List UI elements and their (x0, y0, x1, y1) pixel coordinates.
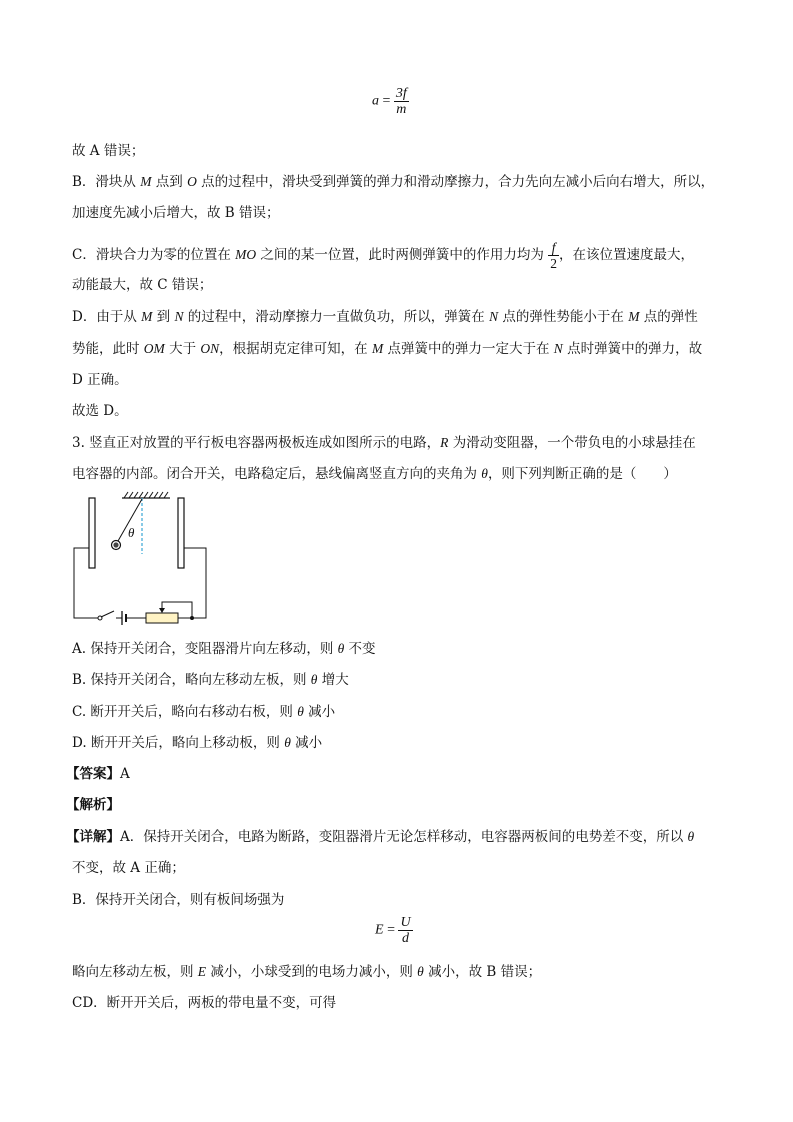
text-line: C．滑块合力为零的位置在 MO 之间的某一位置，此时两侧弹簧中的作用力均为 $\frac{f}{2}$ ，在该位置速度最大， (72, 240, 694, 271)
theta-label: θ (128, 525, 135, 540)
option-c: C. 断开开关后，略向右移动右板，则 θ 减小 (72, 704, 336, 720)
text-line: 不变，故 A 正确； (72, 860, 185, 876)
fraction: $\frac{3f}{m}$ (395, 86, 407, 117)
text-line: 动能最大，故 C 错误； (72, 277, 213, 293)
question-3: 3. 竖直正对放置的平行板电容器两极板连成如图所示的电路，R 为滑动变阻器，一个带负电的小球悬挂在 (72, 435, 696, 451)
option-b: B. 保持开关闭合，略向左移动左板，则 θ 增大 (72, 672, 349, 688)
text-line: 势能，此时 OM 大于 ON，根据胡克定律可知，在 M 点弹簧中的弹力一定大于在 N 点时弹簧中的弹力，故 (72, 341, 703, 357)
equation-field-strength: E = $\frac{U}{d}$ (375, 915, 411, 946)
text-line: 加速度先减小后增大，故 B 错误； (72, 205, 280, 221)
text-line: 略向左移动左板，则 E 减小，小球受到的电场力减小，则 θ 减小，故 B 错误； (72, 964, 542, 980)
text-line: 故选 D。 (72, 403, 128, 419)
text-line: B．滑块从 M 点到 O 点的过程中，滑块受到弹簧的弹力和滑动摩擦力，合力先向左减小后向右增大，所以， (72, 174, 715, 190)
answer: 【答案】A (66, 766, 130, 782)
capacitor-circuit-diagram (70, 490, 220, 630)
fraction: $\frac{U}{d}$ (400, 915, 411, 946)
text-line: 故 A 错误； (72, 143, 145, 159)
text-line: D．由于从 M 到 N 的过程中，滑动摩擦力一直做负功，所以，弹簧在 N 点的弹性势能小于在 M 点的弹性 (72, 309, 698, 325)
fraction: $\frac{f}{2}$ (550, 240, 557, 271)
text-line: D 正确。 (72, 372, 128, 388)
text-line: B．保持开关闭合，则有板间场强为 (72, 892, 285, 908)
question-3-cont: 电容器的内部。闭合开关，电路稳定后，悬线偏离竖直方向的夹角为 θ，则下列判断正确的是（ ） (72, 466, 677, 482)
text-line: CD．断开开关后，两板的带电量不变，可得 (72, 995, 337, 1011)
option-d: D. 断开开关后，略向上移动板，则 θ 减小 (72, 735, 323, 751)
equation-acceleration: a = $\frac{3f}{m}$ (372, 86, 407, 117)
option-a: A. 保持开关闭合，变阻器滑片向左移动，则 θ 不变 (72, 641, 376, 657)
analysis-label: 【解析】 (66, 797, 120, 813)
detail-line: 【详解】A．保持开关闭合，电路为断路，变阻器滑片无论怎样移动，电容器两板间的电势差不变，所以 θ (66, 829, 695, 845)
